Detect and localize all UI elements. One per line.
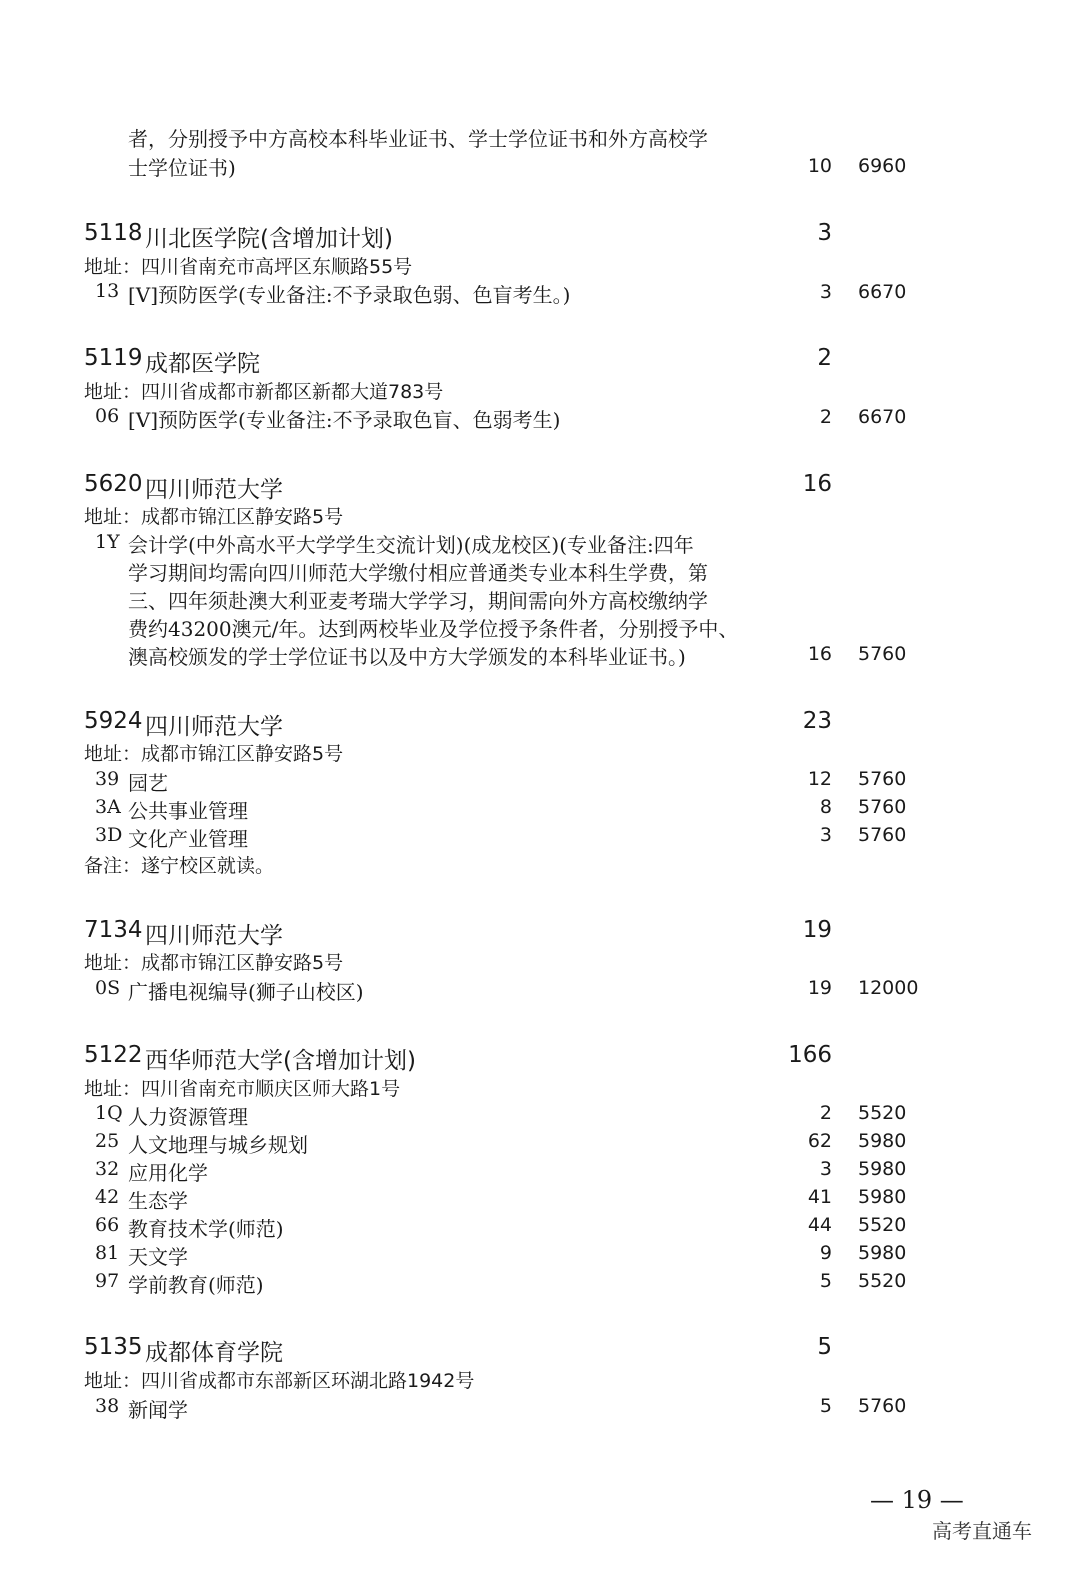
major-code: 97 xyxy=(95,1270,120,1292)
school-code: 7134 xyxy=(84,917,143,943)
school-total: 23 xyxy=(802,708,832,734)
school-total: 16 xyxy=(802,471,832,497)
major-code: 38 xyxy=(95,1395,120,1417)
major-name: 天文学 xyxy=(128,1245,188,1269)
school-address: 地址：四川省南充市顺庆区师大路1号 xyxy=(84,1078,401,1100)
school-code: 5135 xyxy=(84,1334,143,1360)
major-code: 42 xyxy=(95,1186,120,1208)
major-count: 2 xyxy=(819,406,832,428)
major-name: 文化产业管理 xyxy=(128,827,248,851)
major-count: 5 xyxy=(819,1270,832,1292)
major-fee: 5760 xyxy=(858,1395,907,1417)
major-name: 公共事业管理 xyxy=(128,799,248,823)
school-total: 19 xyxy=(802,917,832,943)
major-code: 25 xyxy=(95,1130,120,1152)
page-number: — 19 — xyxy=(870,1486,964,1514)
major-name: 学前教育(师范) xyxy=(128,1273,264,1297)
school-code: 5924 xyxy=(84,708,143,734)
school-total: 5 xyxy=(817,1334,832,1360)
major-fee: 5520 xyxy=(858,1270,907,1292)
major-count: 16 xyxy=(807,643,832,665)
major-code: 3A xyxy=(95,796,121,818)
school-address: 地址：四川省成都市新都区新都大道783号 xyxy=(84,381,444,403)
major-fee: 5520 xyxy=(858,1214,907,1236)
major-code: 13 xyxy=(95,280,120,302)
continuation-line: 士学位证书) xyxy=(128,156,236,180)
major-name: 学习期间均需向四川师范大学缴付相应普通类专业本科生学费，第 xyxy=(128,561,708,585)
major-fee: 5760 xyxy=(858,796,907,818)
major-code: 06 xyxy=(95,405,120,427)
school-address: 地址：成都市锦江区静安路5号 xyxy=(84,743,344,765)
school-note: 备注：遂宁校区就读。 xyxy=(84,855,275,877)
major-fee: 6960 xyxy=(858,155,907,177)
major-count: 62 xyxy=(807,1130,832,1152)
major-code: 0S xyxy=(95,977,121,999)
major-name: 澳高校颁发的学士学位证书以及中方大学颁发的本科毕业证书。) xyxy=(128,645,686,669)
major-count: 9 xyxy=(819,1242,832,1264)
school-name: 四川师范大学 xyxy=(145,477,283,503)
major-count: 3 xyxy=(819,281,832,303)
major-fee: 5980 xyxy=(858,1130,907,1152)
school-code: 5620 xyxy=(84,471,143,497)
major-count: 3 xyxy=(819,824,832,846)
major-count: 8 xyxy=(819,796,832,818)
major-code: 3D xyxy=(95,824,123,846)
major-fee: 5760 xyxy=(858,824,907,846)
major-fee: 5980 xyxy=(858,1186,907,1208)
major-fee: 6670 xyxy=(858,406,907,428)
major-name: 应用化学 xyxy=(128,1161,208,1185)
major-code: 1Y xyxy=(95,531,120,553)
major-code: 39 xyxy=(95,768,120,790)
school-total: 166 xyxy=(788,1042,832,1068)
major-name: 园艺 xyxy=(128,771,168,795)
major-name: [V]预防医学(专业备注:不予录取色弱、色盲考生。) xyxy=(128,283,571,307)
school-name: 四川师范大学 xyxy=(145,923,283,949)
school-total: 3 xyxy=(817,220,832,246)
major-count: 2 xyxy=(819,1102,832,1124)
major-count: 41 xyxy=(807,1186,832,1208)
major-fee: 5980 xyxy=(858,1242,907,1264)
school-address: 地址：四川省南充市高坪区东顺路55号 xyxy=(84,256,413,278)
school-address: 地址：四川省成都市东部新区环湖北路1942号 xyxy=(84,1370,475,1392)
major-fee: 5520 xyxy=(858,1102,907,1124)
major-code: 1Q xyxy=(95,1102,123,1124)
school-name: 川北医学院(含增加计划) xyxy=(145,226,393,252)
major-name: 生态学 xyxy=(128,1189,188,1213)
major-name: 教育技术学(师范) xyxy=(128,1217,284,1241)
major-name: 会计学(中外高水平大学学生交流计划)(成龙校区)(专业备注:四年 xyxy=(128,533,694,557)
school-code: 5119 xyxy=(84,345,143,371)
school-total: 2 xyxy=(817,345,832,371)
school-name: 西华师范大学(含增加计划) xyxy=(145,1048,416,1074)
major-name: 人力资源管理 xyxy=(128,1105,248,1129)
major-fee: 6670 xyxy=(858,281,907,303)
major-count: 10 xyxy=(807,155,832,177)
major-fee: 12000 xyxy=(858,977,919,999)
school-code: 5118 xyxy=(84,220,143,246)
major-code: 66 xyxy=(95,1214,120,1236)
major-name: 广播电视编导(狮子山校区) xyxy=(128,980,364,1004)
major-name: 三、四年须赴澳大利亚麦考瑞大学学习，期间需向外方高校缴纳学 xyxy=(128,589,708,613)
major-count: 12 xyxy=(807,768,832,790)
major-fee: 5760 xyxy=(858,768,907,790)
major-name: [V]预防医学(专业备注:不予录取色盲、色弱考生) xyxy=(128,408,561,432)
continuation-line: 者，分别授予中方高校本科毕业证书、学士学位证书和外方高校学 xyxy=(128,127,708,151)
major-count: 19 xyxy=(807,977,832,999)
major-name: 新闻学 xyxy=(128,1398,188,1422)
school-address: 地址：成都市锦江区静安路5号 xyxy=(84,506,344,528)
major-code: 32 xyxy=(95,1158,120,1180)
major-name: 费约43200澳元/年。达到两校毕业及学位授予条件者，分别授予中、 xyxy=(128,617,739,641)
school-name: 四川师范大学 xyxy=(145,714,283,740)
major-count: 5 xyxy=(819,1395,832,1417)
major-fee: 5760 xyxy=(858,643,907,665)
major-code: 81 xyxy=(95,1242,120,1264)
school-name: 成都体育学院 xyxy=(145,1340,283,1366)
major-fee: 5980 xyxy=(858,1158,907,1180)
major-count: 3 xyxy=(819,1158,832,1180)
watermark-text: 高考直通车 xyxy=(932,1519,1032,1543)
school-name: 成都医学院 xyxy=(145,351,260,377)
major-name: 人文地理与城乡规划 xyxy=(128,1133,308,1157)
school-code: 5122 xyxy=(84,1042,143,1068)
major-count: 44 xyxy=(807,1214,832,1236)
school-address: 地址：成都市锦江区静安路5号 xyxy=(84,952,344,974)
